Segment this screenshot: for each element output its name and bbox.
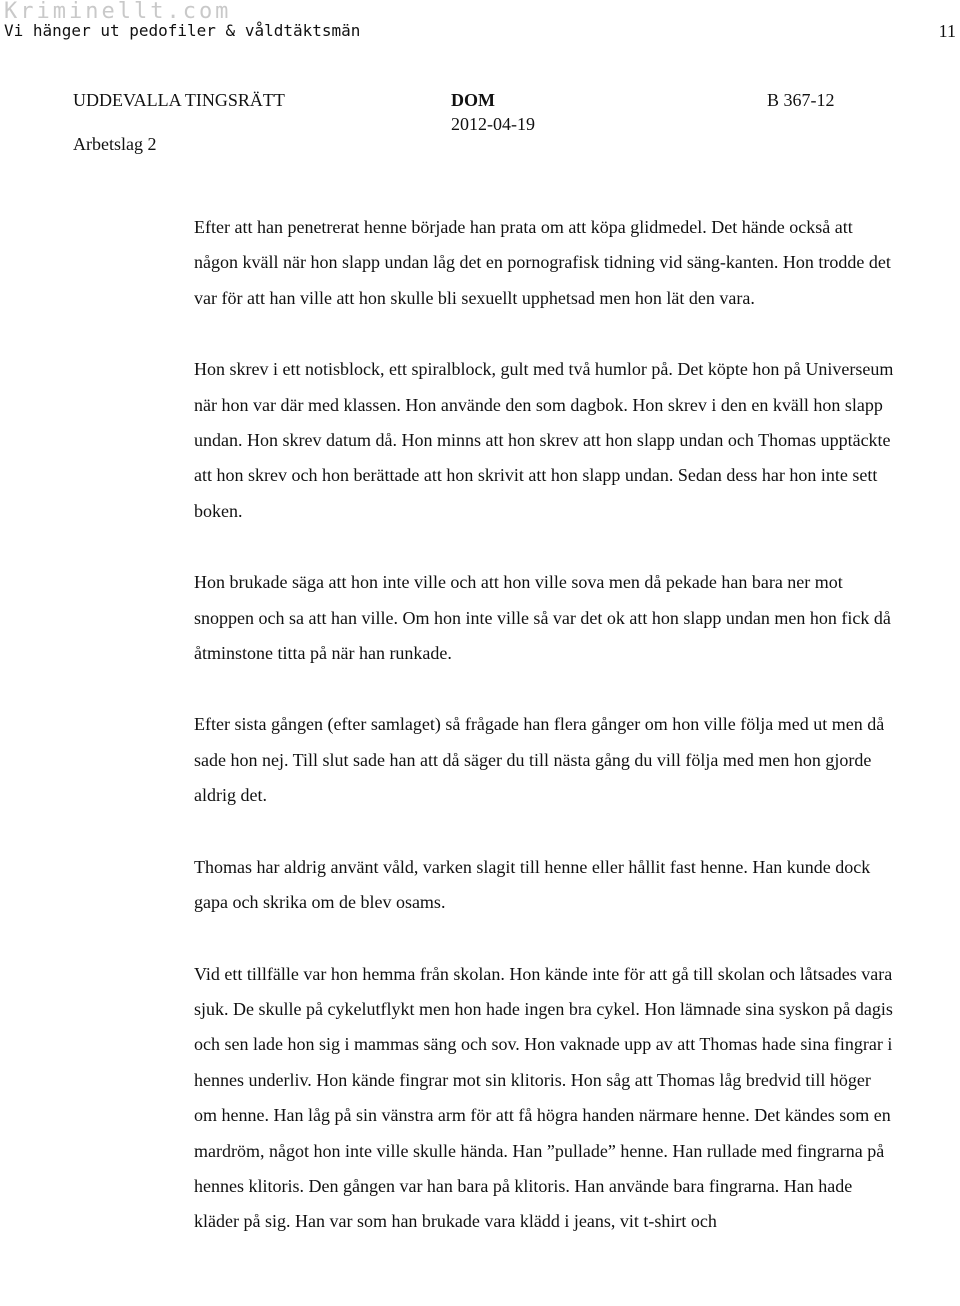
paragraph: Thomas har aldrig använt våld, varken slagit till henne eller hållit fast henne. Han kunde dock gapa och skrika om de blev osams. <box>194 856 871 913</box>
court-document-header <box>0 84 960 164</box>
document-body <box>194 210 898 1240</box>
paragraph: Efter att han penetrerat henne började han prata om att köpa glidmedel. Det hände också att någon kväll när hon slapp undan låg det en pornografisk tidning vid säng-kanten. Hon trodde det var för att han ville att hon skulle bli sexuellt upphetsad men hon lät den vara. <box>194 217 891 308</box>
document-type: DOM <box>451 90 495 110</box>
document-date: 2012-04-19 <box>451 114 535 134</box>
paragraph: Hon skrev i ett notisblock, ett spiralblock, gult med två humlor på. Det köpte hon på Universeum när hon var där med klassen. Hon använde den som dagbok. Hon skrev i den en kväll hon slapp undan. Hon skrev datum då. Hon minns att hon skrev att hon slapp undan och Thomas upptäckte att hon skrev och hon berättade att hon skrivit att hon slapp undan. Sedan dess har hon inte sett boken. <box>194 359 894 521</box>
court-name: UDDEVALLA TINGSRÄTT <box>73 90 285 110</box>
page-number: 11 <box>938 21 956 41</box>
site-name: Kriminellt.com <box>4 0 232 24</box>
site-header <box>0 0 960 48</box>
paragraph: Efter sista gången (efter samlaget) så frågade han flera gånger om hon ville följa med ut men då sade hon nej. Till slut sade han att då säger du till nästa gång du vill följa med men hon gjorde aldrig det. <box>194 714 885 806</box>
paragraph: Hon brukade säga att hon inte ville och att hon ville sova men då pekade han bara ner mot snoppen och sa att han ville. Om hon inte ville så var det ok att hon slapp undan men hon fick då åtminstone titta på när han runkade. <box>194 572 891 664</box>
paragraph: Vid ett tillfälle var hon hemma från skolan. Hon kände inte för att gå till skolan och låtsades vara sjuk. De skulle på cykelutflykt men hon hade ingen bra cykel. Hon lämnade sina syskon på dagis och sen lade hon sig i mammas säng och sov. Hon vaknade upp av att Thomas hade sina fingrar i hennes underliv. Hon kände fingrar mot sin klitoris. Hon såg att Thomas låg bredvid till höger om henne. Han låg på sin vänstra arm för att få högra handen närmare henne. Det kändes som en mardröm, något hon inte ville skulle hända. Han ”pullade” henne. Han rullade med fingrarna på hennes klitoris. Den gången var han bara på klitoris. Han använde bara fingrarna. Han hade kläder på sig. Han var som han brukade vara klädd i jeans, vit t-shirt och <box>194 963 893 1232</box>
work-team: Arbetslag 2 <box>73 134 157 154</box>
site-tagline: Vi hänger ut pedofiler & våldtäktsmän <box>4 21 361 40</box>
case-number: B 367-12 <box>767 90 835 110</box>
